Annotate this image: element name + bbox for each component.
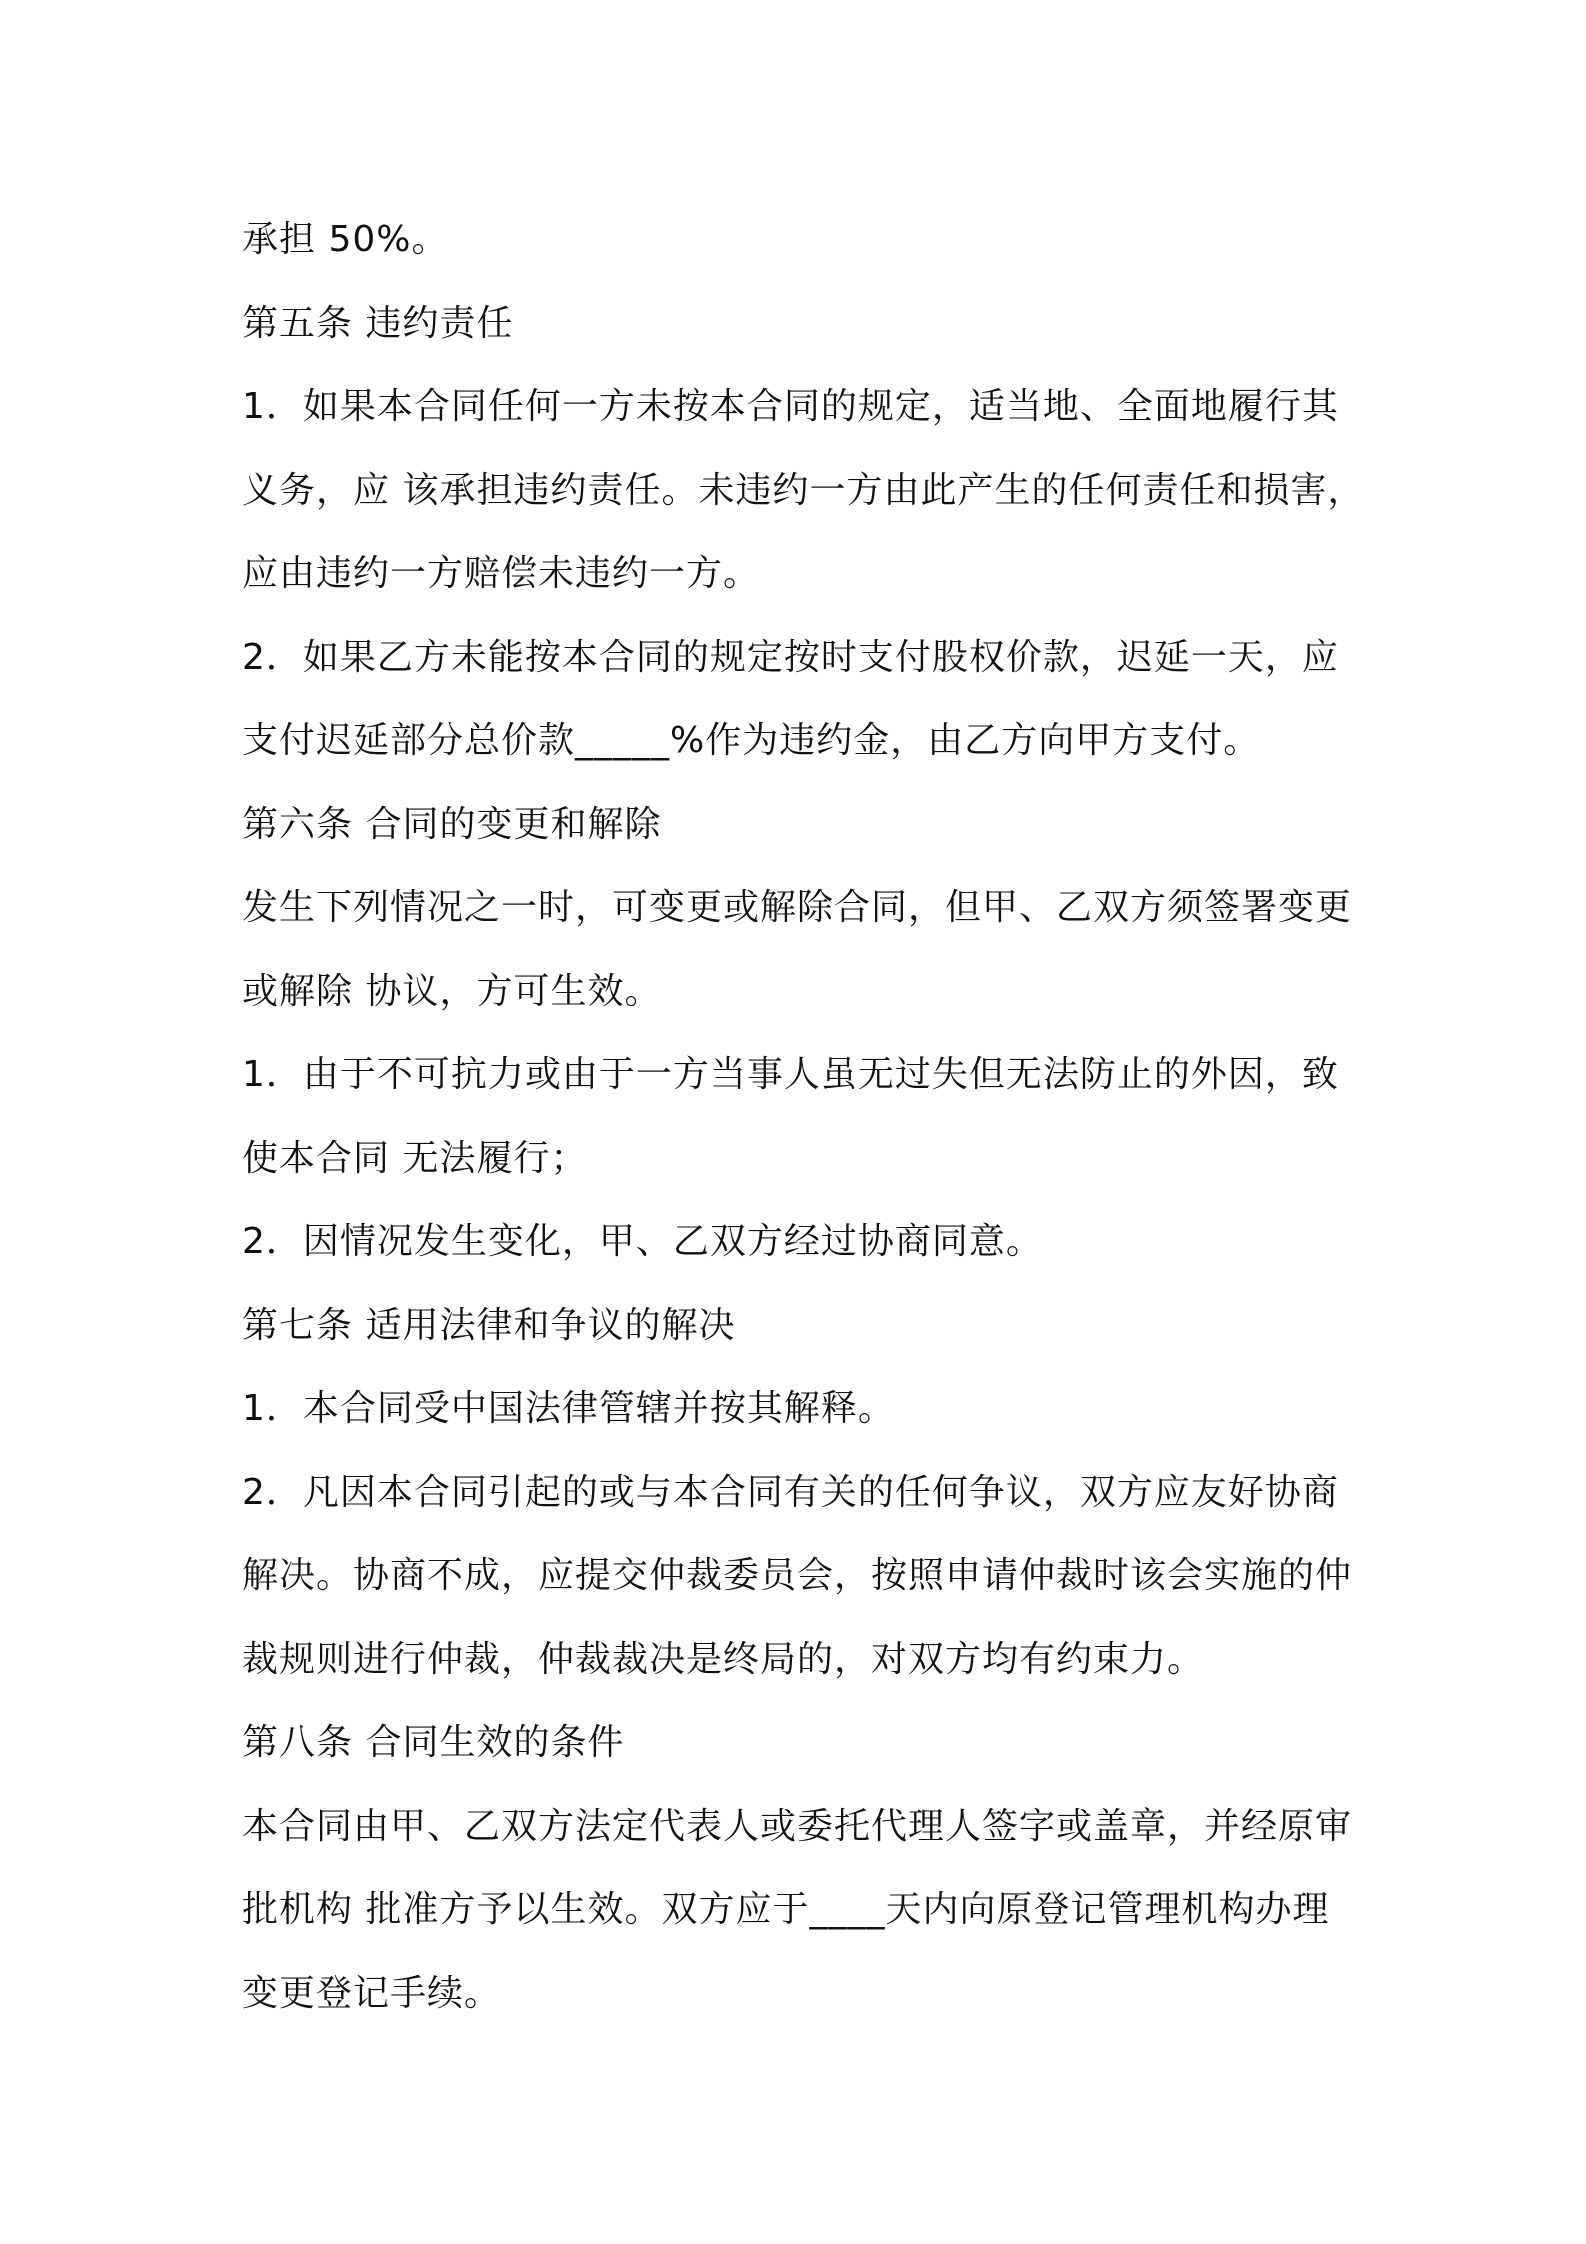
text-line: 解决。协商不成，应提交仲裁委员会，按照申请仲裁时该会实施的仲 <box>242 1555 1353 1596</box>
text-line: 或解除 协议，方可生效。 <box>242 970 662 1012</box>
text-line: 批机构 批准方予以生效。双方应于____天内向原登记管理机构办理 <box>242 1889 1330 1930</box>
text-line: 变更登记手续。 <box>242 1972 502 2014</box>
text-line: 应由违约一方赔偿未违约一方。 <box>242 553 761 594</box>
text-line: 本合同由甲、乙双方法定代表人或委托代理人签字或盖章，并经原审 <box>242 1805 1353 1847</box>
text-line: 裁规则进行仲裁，仲裁裁决是终局的，对双方均有约束力。 <box>242 1638 1205 1680</box>
section-heading-article-8: 第八条 合同生效的条件 <box>242 1722 625 1763</box>
document-page <box>242 198 1365 2035</box>
text-line: 义务，应 该承担违约责任。未违约一方由此产生的任何责任和损害， <box>242 469 1365 511</box>
text-line: 2．因情况发生变化，甲、乙双方经过协商同意。 <box>242 1221 1043 1262</box>
text-line: 1．由于不可抗力或由于一方当事人虽无过失但无法防止的外因，致 <box>242 1054 1339 1095</box>
section-heading-article-7: 第七条 适用法律和争议的解决 <box>242 1304 736 1346</box>
text-line: 2．如果乙方未能按本合同的规定按时支付股权价款，迟延一天，应 <box>242 636 1339 678</box>
text-line: 2．凡因本合同引起的或与本合同有关的任何争议，双方应友好协商 <box>242 1471 1339 1513</box>
text-line: 发生下列情况之一时，可变更或解除合同，但甲、乙双方须签署变更 <box>242 887 1353 928</box>
text-line: 1．如果本合同任何一方未按本合同的规定，适当地、全面地履行其 <box>242 386 1339 427</box>
section-heading-article-6: 第六条 合同的变更和解除 <box>242 803 662 845</box>
text-line: 1．本合同受中国法律管辖并按其解释。 <box>242 1388 895 1429</box>
text-line: 承担 50%。 <box>242 219 449 260</box>
section-heading-article-5: 第五条 违约责任 <box>242 302 514 344</box>
text-line: 支付迟延部分总价款_____%作为违约金，由乙方向甲方支付。 <box>242 720 1261 761</box>
text-line: 使本合同 无法履行； <box>242 1137 588 1179</box>
